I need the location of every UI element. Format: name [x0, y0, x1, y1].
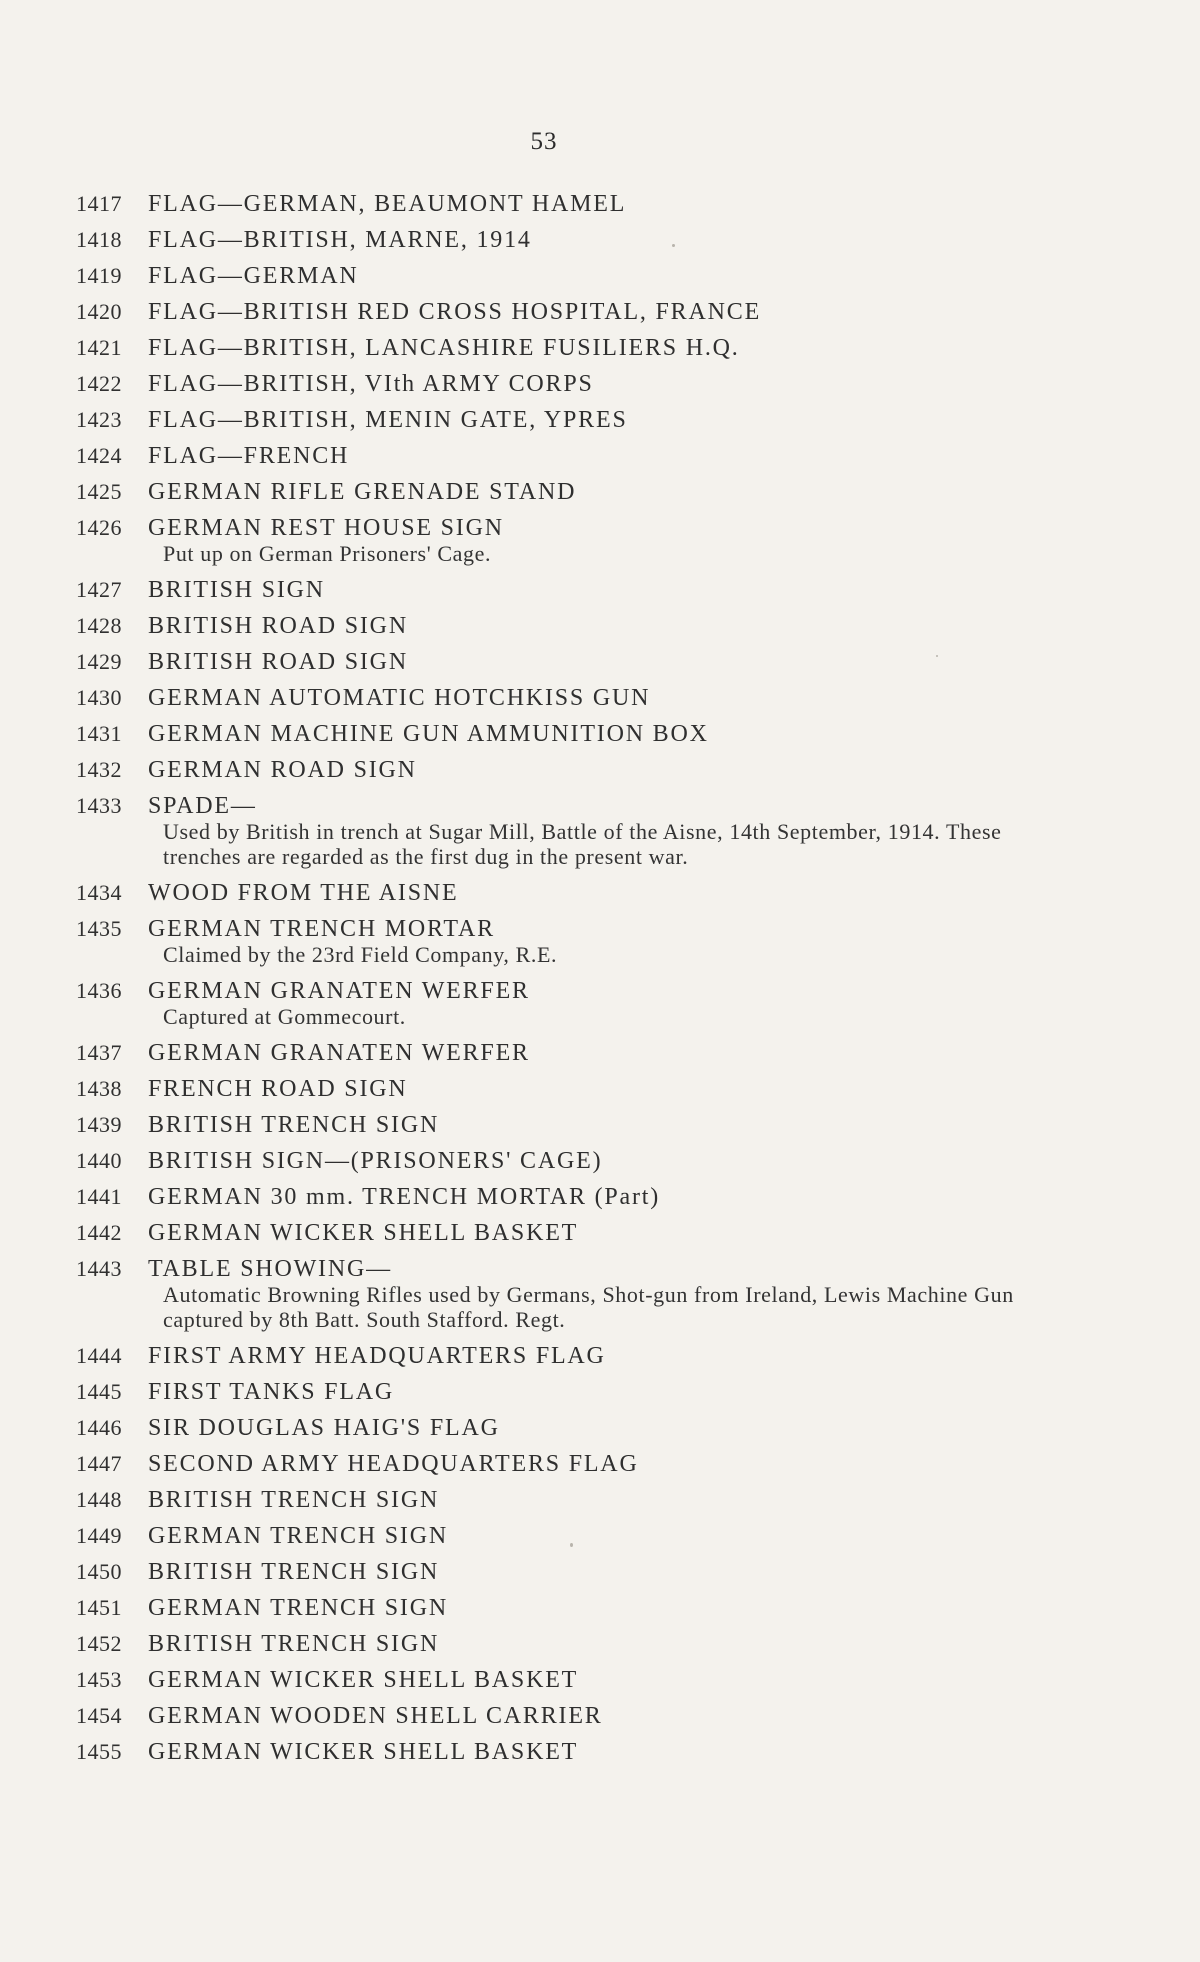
entry-title: GERMAN WOODEN SHELL CARRIER [148, 1703, 603, 1729]
catalog-entry [76, 330, 1036, 366]
entry-number: 1453 [76, 1667, 122, 1692]
entry-body [148, 294, 1036, 330]
entry-body [148, 973, 1036, 1035]
entry-title: SPADE— [148, 793, 257, 819]
entry-title: FLAG—BRITISH, MARNE, 1914 [148, 227, 532, 253]
entry-body [148, 222, 1036, 258]
entry-title: FIRST TANKS FLAG [148, 1379, 395, 1405]
catalog-entry [76, 1071, 1036, 1107]
entry-title: GERMAN TRENCH SIGN [148, 1595, 448, 1621]
entry-number: 1449 [76, 1523, 122, 1548]
entry-title: SIR DOUGLAS HAIG'S FLAG [148, 1415, 500, 1441]
entry-number: 1437 [76, 1040, 122, 1065]
catalog-entry [76, 572, 1036, 608]
catalog-entry [76, 1410, 1036, 1446]
entry-body [148, 1338, 1036, 1374]
catalog-entry [76, 1734, 1036, 1770]
entry-body [148, 911, 1036, 973]
entry-body [148, 788, 1036, 875]
catalog-entry [76, 1215, 1036, 1251]
entry-number: 1446 [76, 1415, 122, 1440]
entry-body [148, 1518, 1036, 1554]
entry-title: BRITISH SIGN—(PRISONERS' CAGE) [148, 1148, 603, 1174]
entry-body [148, 752, 1036, 788]
entry-number: 1447 [76, 1451, 122, 1476]
entry-title: GERMAN RIFLE GRENADE STAND [148, 479, 577, 505]
entry-body [148, 1374, 1036, 1410]
entry-title: GERMAN REST HOUSE SIGN [148, 515, 504, 541]
entry-number: 1438 [76, 1076, 122, 1101]
entry-number: 1441 [76, 1184, 122, 1209]
entry-number: 1450 [76, 1559, 122, 1584]
catalog-entry [76, 788, 1036, 875]
catalog-entry [76, 1698, 1036, 1734]
entry-note: Claimed by the 23rd Field Company, R.E. [163, 942, 558, 967]
entry-body [148, 510, 1036, 572]
entry-body [148, 402, 1036, 438]
entry-title: FLAG—GERMAN, BEAUMONT HAMEL [148, 191, 627, 217]
entry-note: Captured at Gommecourt. [163, 1004, 406, 1029]
entry-note: Put up on German Prisoners' Cage. [163, 541, 492, 566]
entry-title: GERMAN WICKER SHELL BASKET [148, 1220, 579, 1246]
catalog-entry [76, 1179, 1036, 1215]
catalog-entry [76, 1251, 1036, 1338]
catalog-entry [76, 438, 1036, 474]
entry-title: FLAG—FRENCH [148, 443, 350, 469]
entry-body [148, 474, 1036, 510]
entry-number: 1419 [76, 263, 122, 288]
entry-body [148, 644, 1036, 680]
entry-number: 1448 [76, 1487, 122, 1512]
entry-body [148, 875, 1036, 911]
entry-title: GERMAN TRENCH SIGN [148, 1523, 448, 1549]
entry-body [148, 1251, 1036, 1338]
entry-title: SECOND ARMY HEADQUARTERS FLAG [148, 1451, 639, 1477]
entry-number: 1425 [76, 479, 122, 504]
entry-body [148, 1554, 1036, 1590]
entry-title: FLAG—BRITISH, LANCASHIRE FUSILIERS H.Q. [148, 335, 740, 361]
entry-title: TABLE SHOWING— [148, 1256, 392, 1282]
entry-title: BRITISH SIGN [148, 577, 325, 603]
catalog-entry [76, 474, 1036, 510]
entry-number: 1454 [76, 1703, 122, 1728]
catalog-entry [76, 1338, 1036, 1374]
entry-body [148, 438, 1036, 474]
entry-body [148, 1698, 1036, 1734]
entry-number: 1433 [76, 793, 122, 818]
entry-title: GERMAN AUTOMATIC HOTCHKISS GUN [148, 685, 651, 711]
entry-body [148, 680, 1036, 716]
entry-number: 1430 [76, 685, 122, 710]
entry-number: 1426 [76, 515, 122, 540]
entry-number: 1444 [76, 1343, 122, 1368]
catalog-entry [76, 402, 1036, 438]
entry-number: 1429 [76, 649, 122, 674]
catalog-entry [76, 510, 1036, 572]
entry-number: 1443 [76, 1256, 122, 1281]
entry-body [148, 186, 1036, 222]
entry-number: 1434 [76, 880, 122, 905]
entry-title: FLAG—BRITISH, VIth ARMY CORPS [148, 371, 594, 397]
catalog-entry [76, 875, 1036, 911]
entry-body [148, 1734, 1036, 1770]
entry-body [148, 1410, 1036, 1446]
entry-title: BRITISH TRENCH SIGN [148, 1487, 440, 1513]
entry-number: 1424 [76, 443, 122, 468]
entry-body [148, 1179, 1036, 1215]
entry-body [148, 716, 1036, 752]
entry-body [148, 1626, 1036, 1662]
entry-body [148, 1143, 1036, 1179]
catalog-entry [76, 1446, 1036, 1482]
entry-number: 1423 [76, 407, 122, 432]
entry-title: GERMAN GRANATEN WERFER [148, 1040, 530, 1066]
catalog-entry [76, 294, 1036, 330]
catalog-entry [76, 1554, 1036, 1590]
entry-number: 1417 [76, 191, 122, 216]
catalog-entry [76, 680, 1036, 716]
entry-number: 1432 [76, 757, 122, 782]
entry-title: BRITISH TRENCH SIGN [148, 1112, 440, 1138]
entry-number: 1431 [76, 721, 122, 746]
entry-title: GERMAN WICKER SHELL BASKET [148, 1667, 579, 1693]
catalog-entry [76, 1035, 1036, 1071]
entry-body [148, 258, 1036, 294]
entry-note: Used by British in trench at Sugar Mill, Battle of the Aisne, 14th September, 1914. These trenches are regarded as the first dug in the present war. [163, 819, 1002, 869]
entry-body [148, 608, 1036, 644]
entry-body [148, 1215, 1036, 1251]
entry-number: 1455 [76, 1739, 122, 1764]
entry-body [148, 1446, 1036, 1482]
entry-number: 1428 [76, 613, 122, 638]
entry-title: GERMAN ROAD SIGN [148, 757, 417, 783]
entry-number: 1421 [76, 335, 122, 360]
catalog-entry [76, 911, 1036, 973]
entry-title: GERMAN GRANATEN WERFER [148, 978, 530, 1004]
entry-title: FLAG—BRITISH, MENIN GATE, YPRES [148, 407, 628, 433]
catalog-entry [76, 222, 1036, 258]
entry-title: GERMAN TRENCH MORTAR [148, 916, 495, 942]
entry-title: BRITISH ROAD SIGN [148, 649, 408, 675]
catalog-entry [76, 644, 1036, 680]
entry-body [148, 1071, 1036, 1107]
entry-number: 1420 [76, 299, 122, 324]
catalog-entry [76, 973, 1036, 1035]
catalog-entry [76, 1374, 1036, 1410]
entry-title: FLAG—GERMAN [148, 263, 359, 289]
entry-title: GERMAN 30 mm. TRENCH MORTAR (Part) [148, 1184, 661, 1210]
entry-body [148, 1107, 1036, 1143]
entry-number: 1436 [76, 978, 122, 1003]
entry-number: 1451 [76, 1595, 122, 1620]
entry-title: GERMAN WICKER SHELL BASKET [148, 1739, 579, 1765]
catalog-entry [76, 1518, 1036, 1554]
entry-body [148, 366, 1036, 402]
catalog-entry [76, 1662, 1036, 1698]
entry-title: BRITISH TRENCH SIGN [148, 1631, 440, 1657]
entry-title: GERMAN MACHINE GUN AMMUNITION BOX [148, 721, 709, 747]
entry-body [148, 1590, 1036, 1626]
catalog-entry [76, 1143, 1036, 1179]
catalog-entry [76, 1590, 1036, 1626]
entry-number: 1439 [76, 1112, 122, 1137]
entry-number: 1452 [76, 1631, 122, 1656]
entry-body [148, 572, 1036, 608]
entry-title: WOOD FROM THE AISNE [148, 880, 459, 906]
catalog-entry [76, 186, 1036, 222]
entry-title: FIRST ARMY HEADQUARTERS FLAG [148, 1343, 606, 1369]
entry-title: FLAG—BRITISH RED CROSS HOSPITAL, FRANCE [148, 299, 762, 325]
entry-body [148, 1035, 1036, 1071]
paper-speck [570, 1543, 573, 1547]
entry-number: 1427 [76, 577, 122, 602]
catalog-entry [76, 366, 1036, 402]
entry-number: 1418 [76, 227, 122, 252]
entry-title: BRITISH ROAD SIGN [148, 613, 408, 639]
entry-number: 1422 [76, 371, 122, 396]
page-number: 53 [530, 128, 558, 155]
entry-title: FRENCH ROAD SIGN [148, 1076, 408, 1102]
entry-title: BRITISH TRENCH SIGN [148, 1559, 440, 1585]
catalog-entry [76, 716, 1036, 752]
paper-speck [672, 244, 675, 247]
catalog-entry [76, 1482, 1036, 1518]
paper-speck [936, 655, 938, 657]
entry-note: Automatic Browning Rifles used by Germans, Shot-gun from Ireland, Lewis Machine Gun captured by 8th Batt. South Stafford. Regt. [163, 1282, 1014, 1332]
catalog-entry [76, 608, 1036, 644]
catalog-entry [76, 1626, 1036, 1662]
entry-number: 1435 [76, 916, 122, 941]
catalog-list [76, 186, 1036, 1770]
catalog-entry [76, 1107, 1036, 1143]
catalog-entry [76, 258, 1036, 294]
entry-number: 1440 [76, 1148, 122, 1173]
entry-body [148, 330, 1036, 366]
entry-body [148, 1662, 1036, 1698]
catalog-entry [76, 752, 1036, 788]
entry-number: 1442 [76, 1220, 122, 1245]
entry-body [148, 1482, 1036, 1518]
entry-number: 1445 [76, 1379, 122, 1404]
